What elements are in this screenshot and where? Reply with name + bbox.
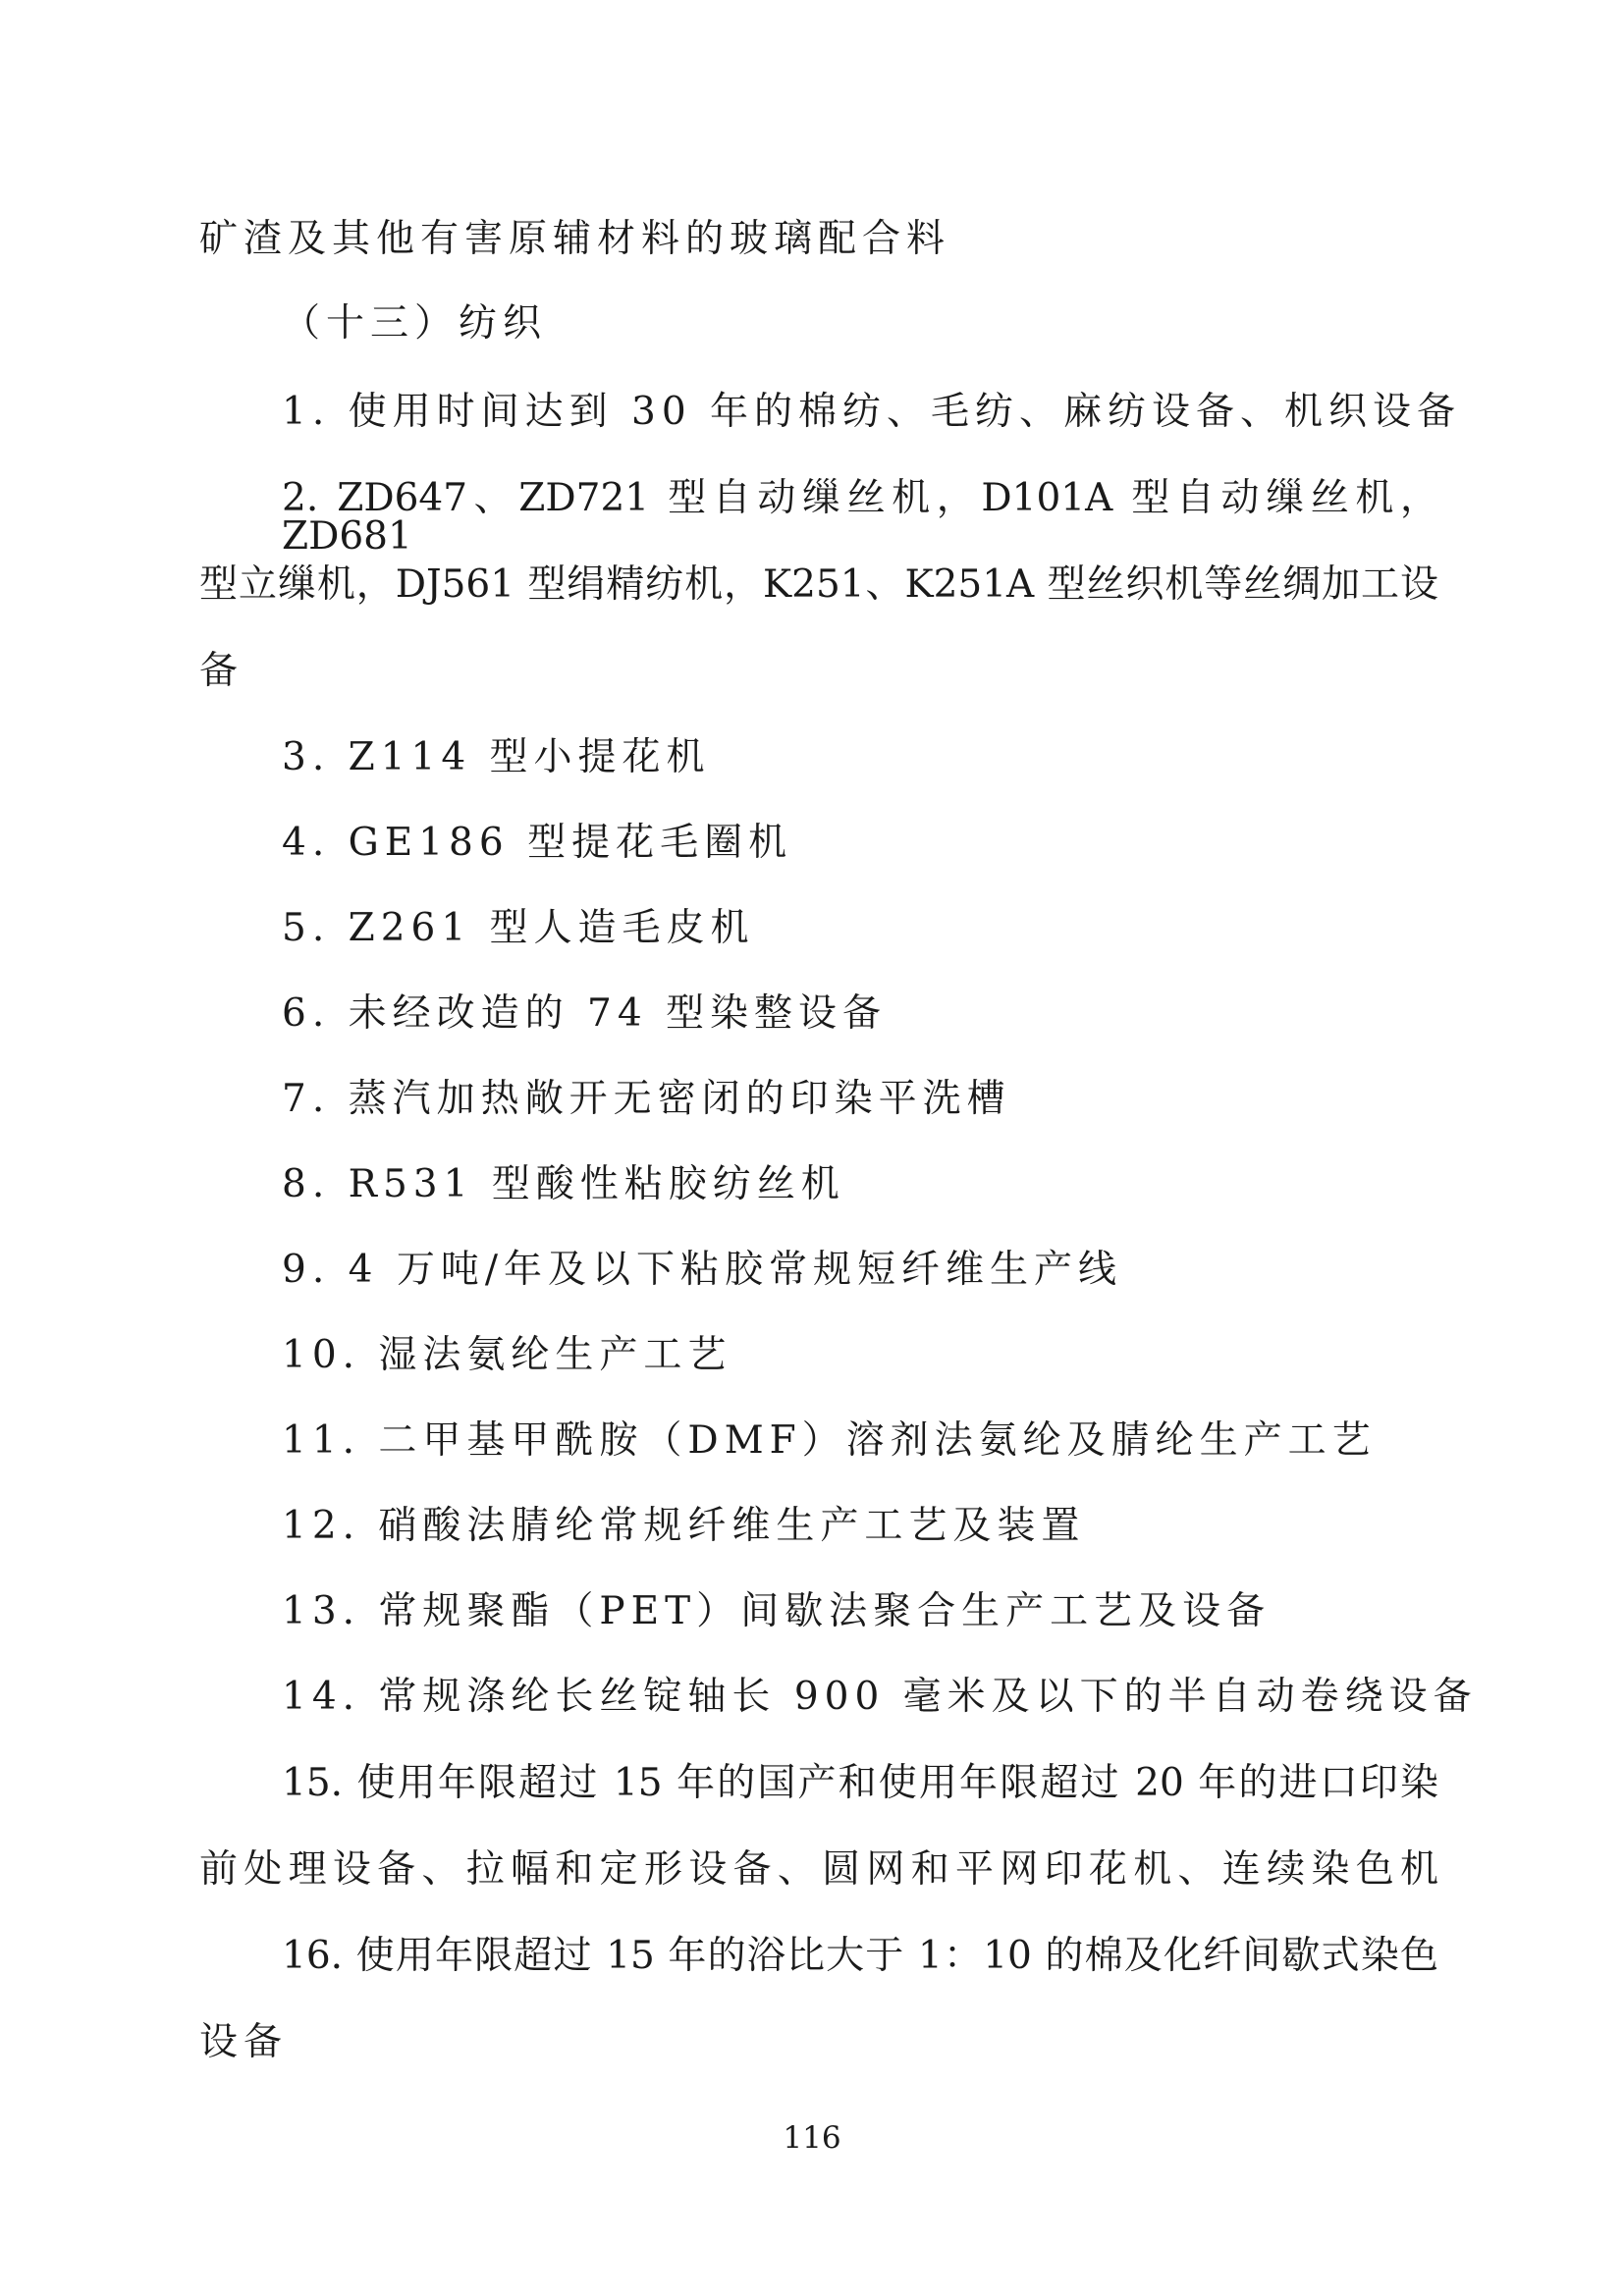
page-number: 116 bbox=[783, 2120, 841, 2156]
list-item: 11. 二甲基甲酰胺（DMF）溶剂法氨纶及腈纶生产工艺 bbox=[282, 1418, 1377, 1463]
section-heading: （十三）纺织 bbox=[282, 301, 548, 346]
list-item: 4. GE186 型提花毛圈机 bbox=[282, 821, 793, 865]
list-item: 14. 常规涤纶长丝锭轴长 900 毫米及以下的半自动卷绕设备 bbox=[282, 1675, 1478, 1719]
list-item: 7. 蒸汽加热敞开无密闭的印染平洗槽 bbox=[282, 1077, 1011, 1121]
list-item: 9. 4 万吨/年及以下粘胶常规短纤维生产线 bbox=[282, 1248, 1122, 1292]
list-item: 15. 使用年限超过 15 年的国产和使用年限超过 20 年的进口印染 bbox=[282, 1761, 1438, 1805]
list-item-continuation: 型立缫机，DJ561 型绢精纺机，K251、K251A 型丝织机等丝绸加工设 bbox=[199, 562, 1438, 607]
text-line: 矿渣及其他有害原辅材料的玻璃配合料 bbox=[199, 217, 951, 261]
list-item-continuation: 设备 bbox=[199, 2020, 289, 2064]
list-item: 6. 未经改造的 74 型染整设备 bbox=[282, 991, 888, 1036]
list-item: 1. 使用时间达到 30 年的棉纺、毛纺、麻纺设备、机织设备 bbox=[282, 390, 1462, 434]
list-item: 8. R531 型酸性粘胶纺丝机 bbox=[282, 1162, 845, 1206]
list-item: 10. 湿法氨纶生产工艺 bbox=[282, 1333, 732, 1377]
list-item: 13. 常规聚酯（PET）间歇法聚合生产工艺及设备 bbox=[282, 1589, 1272, 1633]
list-item-continuation: 备 bbox=[199, 649, 244, 693]
list-item: 3. Z114 型小提花机 bbox=[282, 735, 711, 779]
list-item: 16. 使用年限超过 15 年的浴比大于 1：10 的棉及化纤间歇式染色 bbox=[282, 1934, 1438, 1978]
list-item: 12. 硝酸法腈纶常规纤维生产工艺及装置 bbox=[282, 1504, 1086, 1548]
list-item: 2. ZD647、ZD721 型自动缫丝机，D101A 型自动缫丝机，ZD681 bbox=[282, 476, 1438, 559]
list-item: 5. Z261 型人造毛皮机 bbox=[282, 906, 755, 950]
list-item-continuation: 前处理设备、拉幅和定形设备、圆网和平网印花机、连续染色机 bbox=[199, 1847, 1438, 1892]
